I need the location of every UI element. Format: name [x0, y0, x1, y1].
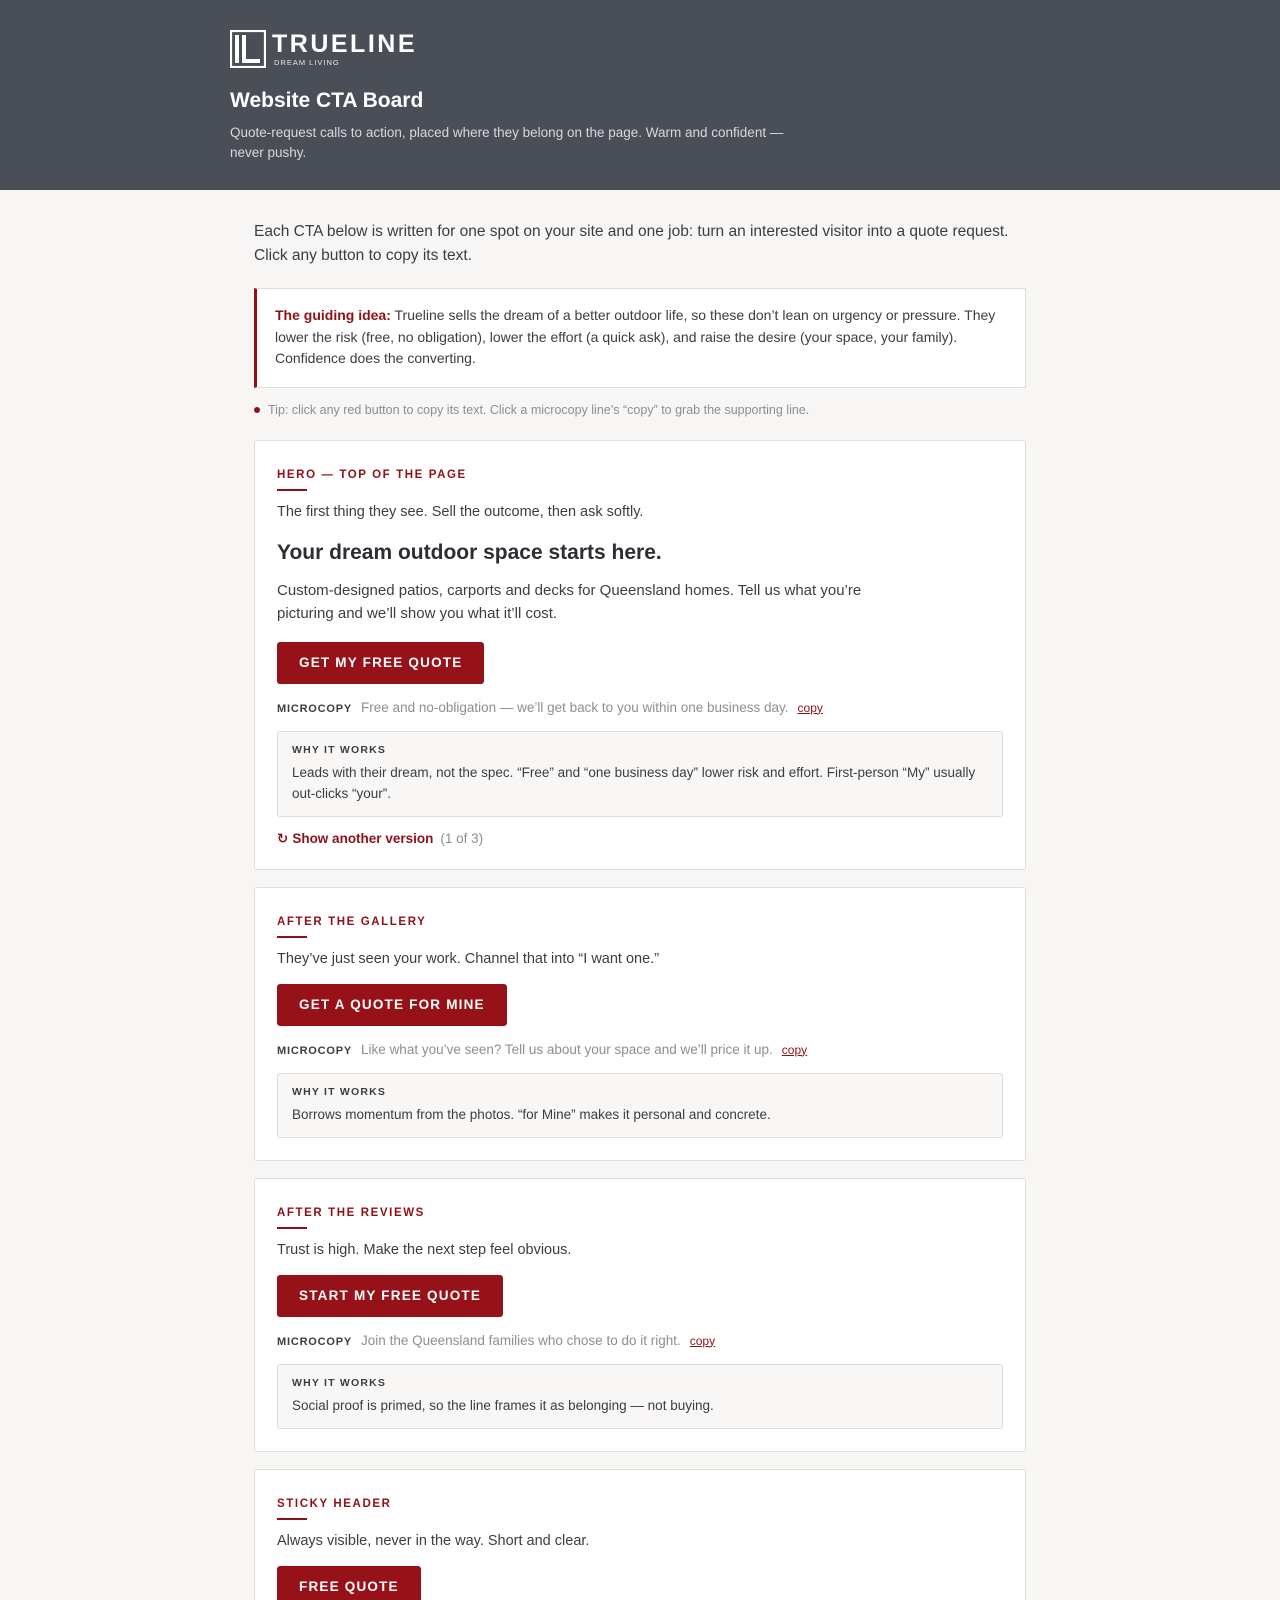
card-divider — [277, 489, 307, 491]
trueline-logo — [230, 29, 1280, 69]
copy-microcopy-link[interactable]: copy — [797, 700, 823, 715]
guiding-idea-text: Trueline sells the dream of a better outdoor life, so these don’t lean on urgency or pressure. They lower the risk (free, no obligation), lower the effort (a quick ask), and raise the desire (your space, your family). Confidence does the converting. — [275, 307, 996, 366]
hero-headline: Your dream outdoor space starts here. — [277, 540, 662, 564]
cta-button-sticky[interactable]: FREE QUOTE — [277, 1566, 421, 1600]
logo-wordmark: TRUELINE — [272, 29, 417, 58]
microcopy-row — [277, 700, 1003, 715]
card-label: AFTER THE REVIEWS — [277, 1206, 425, 1219]
copy-microcopy-link[interactable]: copy — [689, 1333, 716, 1348]
microcopy-row — [277, 1042, 1003, 1057]
cta-card-sticky-header — [254, 1469, 1026, 1600]
why-it-works-label: WHY IT WORKS — [292, 743, 387, 756]
hero-body: Custom-designed patios, carports and decks for Queensland homes. Tell us what you’re picturing and we’ll show you what it’ll cost. — [277, 581, 862, 622]
why-it-works-label: WHY IT WORKS — [292, 1085, 387, 1098]
card-divider — [277, 1518, 307, 1520]
card-label: AFTER THE GALLERY — [277, 915, 427, 928]
tip-line — [254, 403, 1026, 417]
card-label: STICKY HEADER — [277, 1497, 392, 1510]
microcopy-row — [277, 1333, 1003, 1348]
cta-card-hero — [254, 440, 1026, 870]
card-description: Always visible, never in the way. Short and clear. — [277, 1532, 590, 1549]
show-another-version-link[interactable]: Show another version — [292, 831, 434, 846]
card-label: HERO — TOP OF THE PAGE — [277, 468, 467, 481]
why-it-works-text: Social proof is primed, so the line frames it as belonging — not buying. — [292, 1397, 714, 1413]
guiding-idea-box — [254, 288, 1026, 388]
cta-button-reviews[interactable]: START MY FREE QUOTE — [277, 1275, 503, 1317]
why-it-works-text: Borrows momentum from the photos. “for Mine” makes it personal and concrete. — [292, 1106, 771, 1122]
why-it-works-text: Leads with their dream, not the spec. “Free” and “one business day” lower risk and effort. First-person “My” usually out-clicks “your”. — [292, 764, 976, 801]
cta-card-gallery — [254, 887, 1026, 1161]
microcopy-label: MICROCOPY — [277, 1335, 353, 1348]
intro-text: Each CTA below is written for one spot on your site and one job: turn an interested visitor into a quote request. Click any button to copy its text. — [254, 223, 1009, 264]
copy-microcopy-link[interactable]: copy — [781, 1042, 808, 1057]
why-it-works-box — [277, 731, 1003, 817]
card-description: Trust is high. Make the next step feel obvious. — [277, 1241, 572, 1258]
cta-button-hero[interactable]: GET MY FREE QUOTE — [277, 642, 484, 684]
cta-button-gallery[interactable]: GET A QUOTE FOR MINE — [277, 984, 507, 1026]
version-row — [277, 831, 1003, 847]
trueline-logo-icon — [230, 30, 266, 68]
card-divider — [277, 936, 307, 938]
tip-dot-icon — [254, 407, 260, 413]
microcopy-text: Like what you’ve seen? Tell us about your space and we’ll price it up. — [361, 1041, 773, 1057]
microcopy-text: Join the Queensland families who chose to do it right. — [361, 1332, 681, 1348]
why-it-works-box — [277, 1073, 1003, 1138]
main-content — [254, 190, 1026, 1600]
cta-card-reviews — [254, 1178, 1026, 1452]
why-it-works-label: WHY IT WORKS — [292, 1376, 387, 1389]
card-divider — [277, 1227, 307, 1229]
microcopy-label: MICROCOPY — [277, 702, 353, 715]
why-it-works-box — [277, 1364, 1003, 1429]
guiding-idea-label: The guiding idea: — [275, 307, 391, 323]
logo-tagline: DREAM LIVING — [274, 57, 340, 67]
card-description: The first thing they see. Sell the outcome, then ask softly. — [277, 503, 644, 520]
card-description: They’ve just seen your work. Channel that into “I want one.” — [277, 950, 660, 967]
page-subtitle: Quote-request calls to action, placed where they belong on the page. Warm and confident — never pushy. — [230, 125, 784, 160]
tip-text: Tip: click any red button to copy its text. Click a microcopy line’s “copy” to grab the supporting line. — [268, 402, 810, 417]
site-header — [0, 0, 1280, 190]
microcopy-label: MICROCOPY — [277, 1044, 353, 1057]
microcopy-text: Free and no-obligation — we’ll get back to you within one business day. — [361, 699, 789, 715]
page-title: Website CTA Board — [230, 89, 424, 112]
version-count: (1 of 3) — [440, 831, 484, 846]
refresh-icon[interactable]: ↻ — [277, 830, 289, 846]
